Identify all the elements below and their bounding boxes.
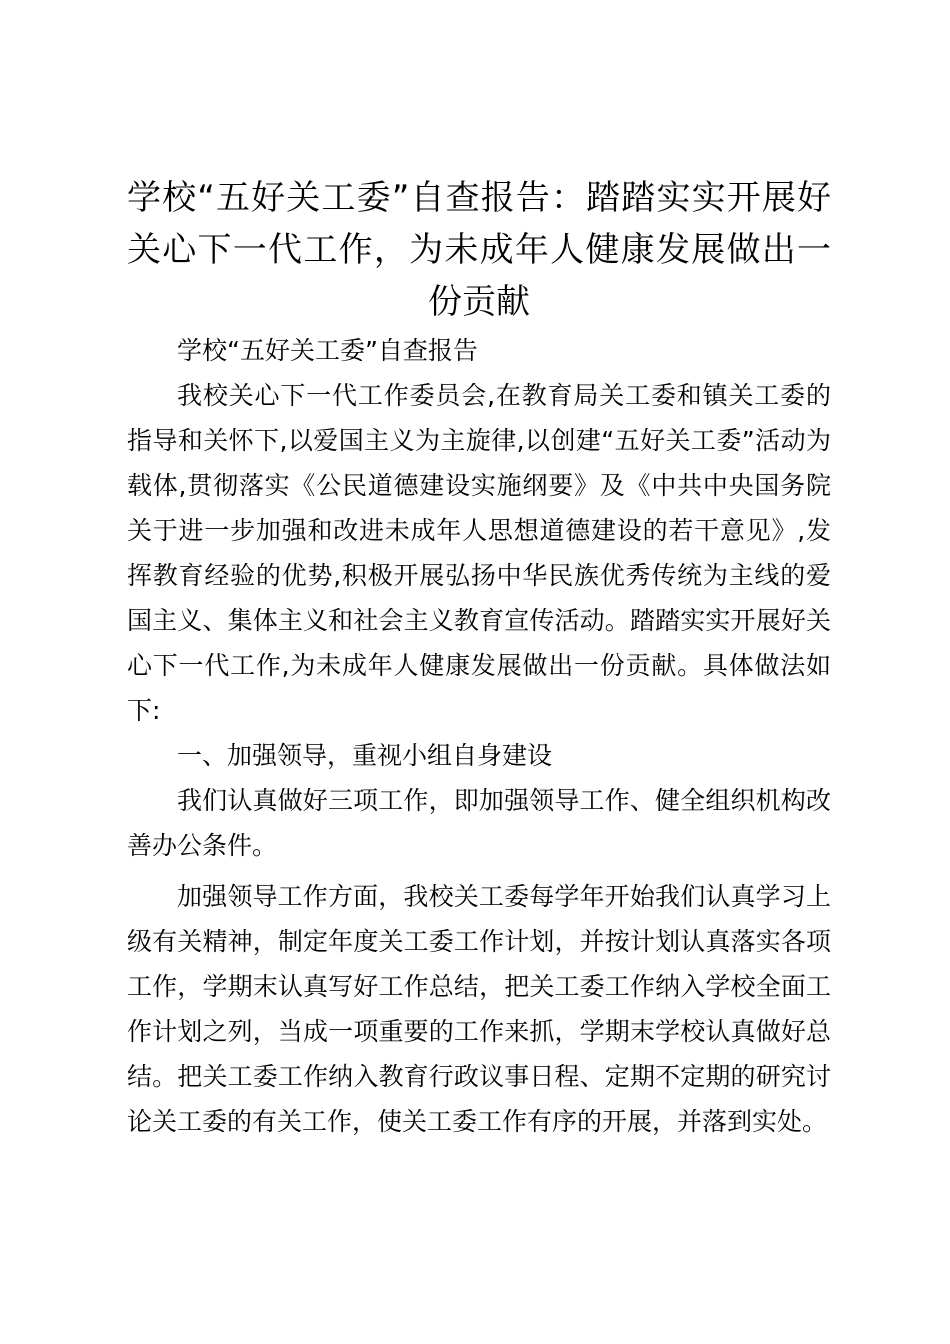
paragraph-leadership: 加强领导工作方面，我校关工委每学年开始我们认真学习上级有关精神，制定年度关工委工作计划，并按计划认真落实各项工作，学期末认真写好工作总结，把关工委工作纳入学校全面工作计划之列，当成一项重要的工作来抓，学期末学校认真做好总结。把关工委工作纳入教育行政议事日程、定期不定期的研究讨论关工委的有关工作，使关工委工作有序的开展，并落到实处。 <box>127 882 831 1136</box>
report-subtitle: 学校“五好关工委”自查报告 <box>177 336 478 365</box>
document-page <box>127 172 831 1144</box>
paragraph-three-tasks: 我们认真做好三项工作，即加强领导工作、健全组织机构改善办公条件。 <box>127 786 831 860</box>
section-heading-1: 一、加强领导，重视小组自身建设 <box>177 741 553 770</box>
intro-paragraph: 我校关心下一代工作委员会,在教育局关工委和镇关工委的指导和关怀下,以爱国主义为主旋律,以创建“五好关工委”活动为载体,贯彻落实《公民道德建设实施纲要》及《中共中央国务院关于进一步加强和改进未成年人思想道德建设的若干意见》,发挥教育经验的优势,积极开展弘扬中华民族优秀传统为主线的爱国主义、集体主义和社会主义教育宣传活动。踏踏实实开展好关心下一代工作,为未成年人健康发展做出一份贡献。具体做法如下: <box>127 381 831 725</box>
document-title: 学校“五好关工委”自查报告：踏踏实实开展好关心下一代工作，为未成年人健康发展做出一份贡献 <box>127 178 831 322</box>
